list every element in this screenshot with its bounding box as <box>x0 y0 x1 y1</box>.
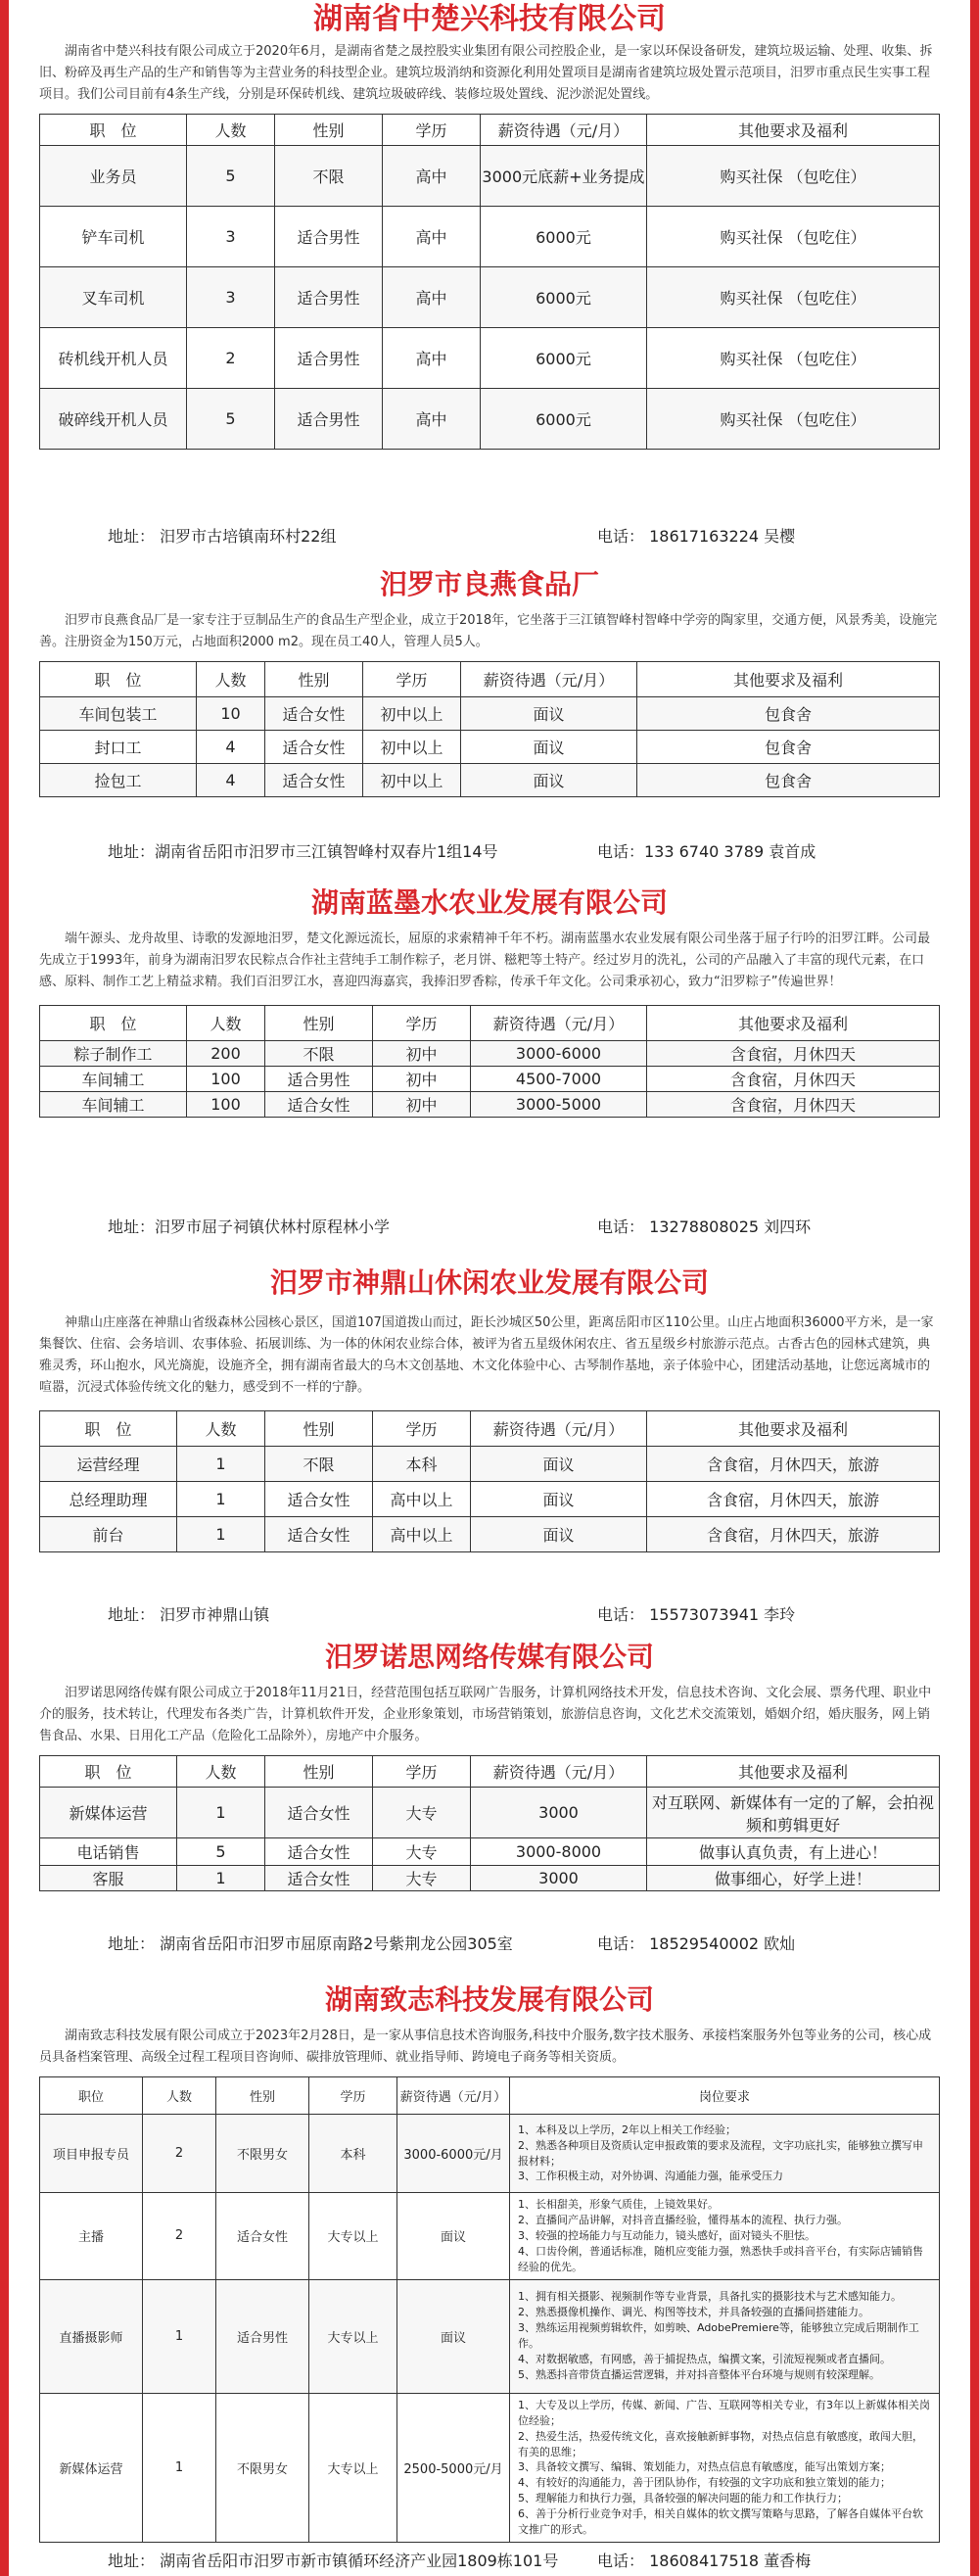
table-row <box>40 1041 940 1067</box>
cell-gender: 适合女性 <box>265 1517 373 1552</box>
header-position: 职 位 <box>40 662 197 697</box>
cell-salary: 3000 <box>471 1866 647 1891</box>
cell-salary: 2500-5000元/月 <box>397 2393 510 2542</box>
phone-text: 电话： 13278808025 刘四环 <box>597 1217 812 1236</box>
cell-salary: 面议 <box>471 1517 647 1552</box>
cell-gender: 不限男女 <box>216 2393 309 2542</box>
cell-count: 10 <box>197 697 265 731</box>
cell-position: 铲车司机 <box>40 207 187 267</box>
header-gender: 性别 <box>265 1756 373 1788</box>
header-salary: 薪资待遇（元/月） <box>397 2077 510 2115</box>
job-table <box>39 1410 940 1552</box>
table-row <box>40 1866 940 1891</box>
header-education: 学历 <box>363 662 461 697</box>
address-text: 地址： 汨罗市神鼎山镇 <box>108 1605 270 1624</box>
cell-position: 叉车司机 <box>40 267 187 328</box>
cell-education: 高中以上 <box>373 1482 471 1517</box>
cell-benefits: 购买社保 （包吃住） <box>647 389 940 450</box>
job-table <box>39 661 940 797</box>
cell-salary: 3000-6000 <box>471 1041 647 1067</box>
cell-benefits: 含食宿，月休四天，旅游 <box>647 1447 940 1482</box>
header-benefits: 其他要求及福利 <box>637 662 940 697</box>
cell-salary: 6000元 <box>481 267 647 328</box>
cell-education: 初中 <box>373 1092 471 1118</box>
cell-count: 5 <box>187 146 275 207</box>
phone-text: 电话： 15573073941 李玲 <box>597 1605 796 1624</box>
address-text: 地址： 湖南省岳阳市汨罗市新市镇循环经济产业园1809栋101号 <box>108 2552 559 2570</box>
table-row <box>40 731 940 764</box>
cell-education: 大专以上 <box>309 2393 397 2542</box>
cell-salary: 面议 <box>397 2193 510 2280</box>
cell-education: 初中以上 <box>363 764 461 797</box>
cell-count: 5 <box>177 1838 265 1866</box>
cell-position: 客服 <box>40 1866 177 1891</box>
address-text: 地址：湖南省岳阳市汨罗市三江镇智峰村双春片1组14号 <box>108 842 498 861</box>
cell-gender: 适合男性 <box>275 328 383 389</box>
header-education: 学历 <box>373 1756 471 1788</box>
address-text: 地址： 汨罗市古培镇南环村22组 <box>108 527 337 546</box>
cell-education: 大专 <box>373 1866 471 1891</box>
table-row <box>40 764 940 797</box>
cell-education: 高中 <box>383 389 481 450</box>
cell-position: 捡包工 <box>40 764 197 797</box>
header-salary: 薪资待遇（元/月） <box>471 1756 647 1788</box>
header-education: 学历 <box>373 1411 471 1447</box>
cell-count: 2 <box>187 328 275 389</box>
cell-position: 项目申报专员 <box>40 2115 143 2193</box>
company-section-4 <box>39 1262 940 1624</box>
cell-gender: 适合女性 <box>265 1092 373 1118</box>
cell-position: 破碎线开机人员 <box>40 389 187 450</box>
left-red-border <box>0 0 9 2576</box>
cell-gender: 适合女性 <box>265 1838 373 1866</box>
cell-benefits: 含食宿，月休四天，旅游 <box>647 1517 940 1552</box>
cell-gender: 适合男性 <box>275 207 383 267</box>
cell-salary: 面议 <box>471 1482 647 1517</box>
table-header-row <box>40 1006 940 1041</box>
cell-education: 本科 <box>373 1447 471 1482</box>
phone-text: 电话： 18608417518 董香梅 <box>597 2552 812 2570</box>
cell-benefits: 包食舍 <box>637 697 940 731</box>
cell-education: 高中 <box>383 328 481 389</box>
header-position: 职 位 <box>40 1756 177 1788</box>
cell-benefits: 包食舍 <box>637 731 940 764</box>
cell-position: 前台 <box>40 1517 177 1552</box>
table-row <box>40 2115 940 2193</box>
job-table <box>39 1755 940 1891</box>
phone-text: 电话：133 6740 3789 袁首成 <box>597 842 816 861</box>
cell-benefits: 包食舍 <box>637 764 940 797</box>
table-row <box>40 1482 940 1517</box>
phone-text: 电话： 18529540002 欧灿 <box>597 1934 796 1953</box>
table-header-row <box>40 1411 940 1447</box>
cell-gender: 不限 <box>265 1041 373 1067</box>
cell-gender: 不限男女 <box>216 2115 309 2193</box>
cell-salary: 3000 <box>471 1788 647 1838</box>
header-salary: 薪资待遇（元/月） <box>481 115 647 146</box>
cell-gender: 适合女性 <box>265 1482 373 1517</box>
cell-education: 本科 <box>309 2115 397 2193</box>
header-gender: 性别 <box>265 662 363 697</box>
company-intro: 湖南致志科技发展有限公司成立于2023年2月28日，是一家从事信息技术咨询服务,科技中介服务,数字技术服务、承接档案服务外包等业务的公司，核心成员具备档案管理、高级全过程工程项目咨询师、碳排放管理师、就业指导师、跨境电子商务等相关资质。 <box>39 2028 932 2065</box>
cell-requirements: 1、本科及以上学历，2年以上相关工作经验； 2、熟悉各种项目及资质认定申报政策的要求及流程，文字功底扎实，能够独立撰写申报材料； 3、工作积极主动，对外协调、沟通能力强，能承受压力 <box>510 2115 940 2193</box>
header-position: 职 位 <box>40 1006 187 1041</box>
cell-education: 初中 <box>373 1067 471 1092</box>
cell-count: 3 <box>187 267 275 328</box>
company-section-6 <box>39 1979 940 2570</box>
cell-benefits: 做事认真负责，有上进心！ <box>647 1838 940 1866</box>
cell-position: 业务员 <box>40 146 187 207</box>
cell-benefits: 购买社保 （包吃住） <box>647 146 940 207</box>
cell-salary: 面议 <box>461 697 637 731</box>
company-section-2 <box>39 563 940 861</box>
table-row <box>40 2193 940 2280</box>
table-row <box>40 1067 940 1092</box>
cell-education: 大专以上 <box>309 2279 397 2393</box>
cell-gender: 适合女性 <box>216 2193 309 2280</box>
header-count: 人数 <box>187 115 275 146</box>
table-row <box>40 1092 940 1118</box>
cell-salary: 面议 <box>397 2279 510 2393</box>
cell-education: 高中 <box>383 267 481 328</box>
table-row <box>40 2279 940 2393</box>
cell-requirements: 1、长相甜美，形象气质佳，上镜效果好。 2、直播间产品讲解，对抖音直播经验，懂得基本的流程、执行力强。 3、较强的控场能力与互动能力，镜头感好，面对镜头不胆怯。 4、口齿伶俐，普通话标准，随机应变能力强，熟悉快手或抖音平台，有实际店铺销售经验的优先。 <box>510 2193 940 2280</box>
cell-position: 新媒体运营 <box>40 2393 143 2542</box>
header-count: 人数 <box>177 1411 265 1447</box>
company-intro: 端午源头、龙舟故里、诗歌的发源地汨罗，楚文化源远流长，屈原的求索精神千年不朽。湖南蓝墨水农业发展有限公司坐落于屈子行吟的汨罗江畔。公司最先成立于1993年，前身为湖南汨罗农民粽点合作社主营纯手工制作粽子，老月饼、糍粑等土特产。经过岁月的洗礼，公司的产品融入了丰富的现代元素，在口感、原料、制作工艺上精益求精。我们百汨罗江水，喜迎四海嘉宾，我捧汨罗香粽，传承千年文化。公司秉承初心，致力“汨罗粽子”传遍世界！ <box>39 931 931 989</box>
header-salary: 薪资待遇（元/月） <box>461 662 637 697</box>
table-row <box>40 1788 940 1838</box>
cell-count: 1 <box>143 2279 216 2393</box>
cell-education: 大专 <box>373 1788 471 1838</box>
company-title: 湖南省中楚兴科技有限公司 <box>313 2 666 36</box>
cell-education: 高中以上 <box>373 1517 471 1552</box>
table-row <box>40 207 940 267</box>
table-header-row <box>40 662 940 697</box>
cell-benefits: 做事细心，好学上进！ <box>647 1866 940 1891</box>
cell-education: 初中以上 <box>363 731 461 764</box>
right-red-border <box>970 0 979 2576</box>
table-row <box>40 389 940 450</box>
cell-education: 初中 <box>373 1041 471 1067</box>
header-position: 职 位 <box>40 1411 177 1447</box>
header-education: 学历 <box>383 115 481 146</box>
table-row <box>40 2393 940 2542</box>
cell-count: 100 <box>187 1067 265 1092</box>
cell-education: 高中 <box>383 207 481 267</box>
cell-gender: 适合女性 <box>265 697 363 731</box>
company-intro: 神鼎山庄座落在神鼎山省级森林公园核心景区，国道107国道拨山而过，距长沙城区50公里，距离岳阳市区110公里。山庄占地面积36000平方米，是一家集餐饮、住宿、会务培训、农事体验、拓展训练、为一体的休闲农业综合体，被评为省五星级休闲农庄、省五星级乡村旅游示范点。古香古色的园林式建筑，典雅灵秀，环山抱水，风光旖旎，设施齐全，拥有湖南省最大的乌木文创基地、木文化体验中心、古琴制作基地，亲子体验中心，团建活动基地，让您远离城市的喧嚣，沉浸式体验传统文化的魅力，感受到不一样的宁静。 <box>39 1315 934 1395</box>
cell-position: 砖机线开机人员 <box>40 328 187 389</box>
company-intro: 汨罗市良燕食品厂是一家专注于豆制品生产的食品生产型企业，成立于2018年，它坐落于三江镇智峰村智峰中学旁的陶家里，交通方便，风景秀美，设施完善。注册资金为150万元，占地面积2000 m2。现在员工40人，管理人员5人。 <box>39 613 938 649</box>
cell-salary: 4500-7000 <box>471 1067 647 1092</box>
cell-benefits: 含食宿，月休四天 <box>647 1041 940 1067</box>
cell-benefits: 含食宿，月休四天 <box>647 1092 940 1118</box>
cell-position: 粽子制作工 <box>40 1041 187 1067</box>
table-row <box>40 1838 940 1866</box>
cell-count: 1 <box>143 2393 216 2542</box>
cell-count: 4 <box>197 731 265 764</box>
cell-gender: 适合女性 <box>265 731 363 764</box>
cell-salary: 6000元 <box>481 207 647 267</box>
header-gender: 性别 <box>275 115 383 146</box>
company-title: 汨罗市神鼎山休闲农业发展有限公司 <box>269 1266 709 1299</box>
table-row <box>40 267 940 328</box>
cell-gender: 适合女性 <box>265 764 363 797</box>
cell-requirements: 1、大专及以上学历，传媒、新闻、广告、互联网等相关专业，有3年以上新媒体相关岗位经验； 2、热爱生活，热爱传统文化，喜欢接触新鲜事物，对热点信息有敏感度，敢闯大胆，有美的思维； 3、具备较文撰写、编辑、策划能力，对热点信息有敏感度，能写出策划方案； 4、有较好的沟通能力，善于团队协作，有较强的文字功底和独立策划的能力； 5、理解能力和执行力强，具备较强的解决问题的能力和工作执行力； 6、善于分析行业竞争对手，相关自媒体的软文撰写策略与思路，了解各自媒体平台软文推广的形式。 <box>510 2393 940 2542</box>
cell-requirements: 1、拥有相关摄影、视频制作等专业背景，具备扎实的摄影技术与艺术感知能力。 2、熟悉摄像机操作、调光、构图等技术，并具备较强的直播间搭建能力。 3、熟练运用视频剪辑软件，如剪映、AdobePremiere等，能够独立完成后期制作工作。 4、对数据敏感，有网感，善于捕捉热点，编撰文案，引流短视频或者直播间。 5、熟悉抖音带货直播运营逻辑，并对抖音整体平台环境与规则有较深理解。 <box>510 2279 940 2393</box>
cell-gender: 不限 <box>275 146 383 207</box>
cell-salary: 6000元 <box>481 389 647 450</box>
cell-benefits: 对互联网、新媒体有一定的了解，会拍视频和剪辑更好 <box>647 1788 940 1838</box>
header-count: 人数 <box>197 662 265 697</box>
cell-count: 1 <box>177 1447 265 1482</box>
cell-count: 200 <box>187 1041 265 1067</box>
cell-salary: 面议 <box>471 1447 647 1482</box>
cell-salary: 3000元底薪+业务提成 <box>481 146 647 207</box>
table-row <box>40 697 940 731</box>
header-salary: 薪资待遇（元/月） <box>471 1411 647 1447</box>
cell-position: 运营经理 <box>40 1447 177 1482</box>
company-title: 湖南致志科技发展有限公司 <box>324 1983 654 2016</box>
address-text: 地址：汨罗市屈子祠镇伏林村原程林小学 <box>108 1217 391 1236</box>
job-table <box>39 2076 940 2543</box>
cell-position: 封口工 <box>40 731 197 764</box>
table-row <box>40 328 940 389</box>
header-benefits: 其他要求及福利 <box>647 1411 940 1447</box>
job-table <box>39 114 940 450</box>
cell-benefits: 购买社保 （包吃住） <box>647 267 940 328</box>
job-table <box>39 1005 940 1118</box>
company-intro: 湖南省中楚兴科技有限公司成立于2020年6月，是湖南省楚之晟控股实业集团有限公司控股企业，是一家以环保设备研发，建筑垃圾运输、处理、收集、拆旧、粉碎及再生产品的生产和销售等为主营业务的科技型企业。建筑垃圾消纳和资源化利用处置项目是湖南省建筑垃圾处置示范项目，汨罗市重点民生实事工程项目。我们公司目前有4条生产线，分别是环保砖机线、建筑垃圾破碎线、装修垃圾处置线、泥沙淤泥处置线。 <box>39 44 933 102</box>
header-education: 学历 <box>373 1006 471 1041</box>
cell-position: 直播摄影师 <box>40 2279 143 2393</box>
cell-benefits: 含食宿，月休四天 <box>647 1067 940 1092</box>
cell-education: 大专 <box>373 1838 471 1866</box>
company-title: 汨罗市良燕食品厂 <box>379 568 599 600</box>
cell-count: 1 <box>177 1866 265 1891</box>
cell-position: 车间辅工 <box>40 1092 187 1118</box>
table-header-row <box>40 1756 940 1788</box>
header-count: 人数 <box>177 1756 265 1788</box>
cell-gender: 适合女性 <box>265 1788 373 1838</box>
cell-salary: 3000-6000元/月 <box>397 2115 510 2193</box>
company-section-1 <box>39 0 940 546</box>
cell-gender: 适合男性 <box>275 389 383 450</box>
header-gender: 性别 <box>265 1006 373 1041</box>
cell-gender: 适合男性 <box>265 1067 373 1092</box>
table-row <box>40 1447 940 1482</box>
cell-position: 电话销售 <box>40 1838 177 1866</box>
cell-position: 车间包装工 <box>40 697 197 731</box>
company-section-5 <box>39 1636 940 1953</box>
table-row <box>40 146 940 207</box>
cell-salary: 面议 <box>461 764 637 797</box>
header-education: 学历 <box>309 2077 397 2115</box>
address-text: 地址： 湖南省岳阳市汨罗市屈原南路2号紫荆龙公园305室 <box>108 1934 513 1953</box>
cell-gender: 适合男性 <box>216 2279 309 2393</box>
header-gender: 性别 <box>265 1411 373 1447</box>
cell-gender: 适合男性 <box>275 267 383 328</box>
company-title: 湖南蓝墨水农业发展有限公司 <box>310 886 668 919</box>
cell-salary: 6000元 <box>481 328 647 389</box>
cell-salary: 3000-5000 <box>471 1092 647 1118</box>
cell-salary: 面议 <box>461 731 637 764</box>
cell-gender: 适合女性 <box>265 1866 373 1891</box>
cell-count: 1 <box>177 1788 265 1838</box>
cell-education: 初中以上 <box>363 697 461 731</box>
cell-position: 新媒体运营 <box>40 1788 177 1838</box>
cell-position: 主播 <box>40 2193 143 2280</box>
header-benefits: 其他要求及福利 <box>647 115 940 146</box>
phone-text: 电话： 18617163224 吴樱 <box>597 527 796 546</box>
cell-count: 3 <box>187 207 275 267</box>
cell-gender: 不限 <box>265 1447 373 1482</box>
header-gender: 性别 <box>216 2077 309 2115</box>
header-position: 职位 <box>40 2077 143 2115</box>
cell-count: 5 <box>187 389 275 450</box>
header-requirements: 岗位要求 <box>510 2077 940 2115</box>
cell-count: 4 <box>197 764 265 797</box>
cell-benefits: 购买社保 （包吃住） <box>647 207 940 267</box>
table-header-row <box>40 2077 940 2115</box>
header-position: 职 位 <box>40 115 187 146</box>
cell-count: 1 <box>177 1517 265 1552</box>
cell-count: 1 <box>177 1482 265 1517</box>
cell-salary: 3000-8000 <box>471 1838 647 1866</box>
cell-benefits: 购买社保 （包吃住） <box>647 328 940 389</box>
cell-position: 总经理助理 <box>40 1482 177 1517</box>
cell-education: 大专以上 <box>309 2193 397 2280</box>
header-count: 人数 <box>187 1006 265 1041</box>
header-benefits: 其他要求及福利 <box>647 1006 940 1041</box>
table-header-row <box>40 115 940 146</box>
header-benefits: 其他要求及福利 <box>647 1756 940 1788</box>
table-row <box>40 1517 940 1552</box>
cell-position: 车间辅工 <box>40 1067 187 1092</box>
cell-count: 2 <box>143 2193 216 2280</box>
cell-education: 高中 <box>383 146 481 207</box>
header-salary: 薪资待遇（元/月） <box>471 1006 647 1041</box>
company-title: 汨罗诺思网络传媒有限公司 <box>324 1641 654 1673</box>
cell-benefits: 含食宿，月休四天，旅游 <box>647 1482 940 1517</box>
cell-count: 100 <box>187 1092 265 1118</box>
cell-count: 2 <box>143 2115 216 2193</box>
company-section-3 <box>39 882 940 1236</box>
company-intro: 汨罗诺思网络传媒有限公司成立于2018年11月21日，经营范围包括互联网广告服务，计算机网络技术开发，信息技术咨询、文化会展、票务代理、职业中介的服务，技术转让，代理发布各类广告，计算机软件开发，企业形象策划，市场营销策划，旅游信息咨询，文化艺术交流策划，婚姻介绍，婚庆服务，网上销售食品、水果、日用化工产品（危险化工品除外），房地产中介服务。 <box>39 1686 932 1743</box>
header-count: 人数 <box>143 2077 216 2115</box>
